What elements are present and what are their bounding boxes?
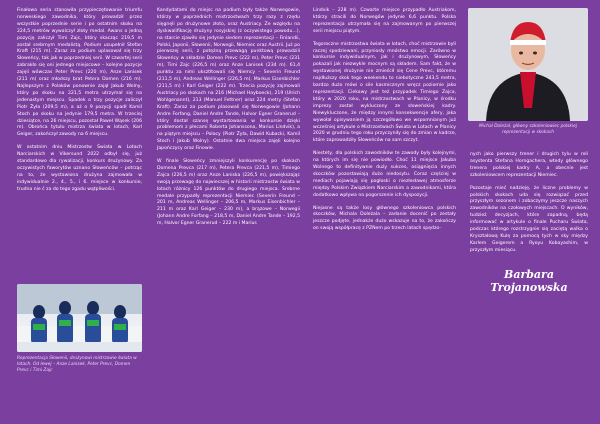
paragraph: Lindvik – 228 m). Czwarte miejsce przypadło Austriakom, którzy stracili do Norwegów jedynie 6,6 punktu. Polska reprezentacja utrzymała się na zajmowanym po pierwszej serii miejscu piątym.: [313, 8, 456, 34]
author-signature: Barbara Trojanowska: [490, 268, 568, 294]
coach-photo-caption: Michal Doleżal, główny szkoleniowiec polskiej reprezentacji w skokach: [479, 124, 577, 135]
team-photo: [17, 284, 142, 352]
article-column-1: [17, 8, 142, 200]
paragraph: Kandydatami do miejsc na podium były także Norwegowie, którzy w poprzednich mistrzostwach trzy razy z rzędu sięgnęli po drużynowe złoto, oraz Austriacy. Ze względu na dyskwalifikację drużyny rosyjskiej (z oczywistego powodu...), na starcie zjawiło się jedynie siedem reprezentacji – Finlandii, Polski, Japonii, Słowenii, Norwegii, Niemiec oraz Austrii. Już po pierwszej serii, z potężną przewagą punktową prowadzili Słoweńcy w składzie Domen Prevc (222 m), Peter Prevc (231 m), Timi Zajc (226,5 m) oraz Anze Lanisek (234 m). 61,4 punktu za nimi uksztłtowali się Niemcy – Severin Freund (211,5 m), Andreas Wellinger (226,5 m), Markus Eisenbichler (211,5 m) i Karl Geiger (222 m). Trzecia pozycję zajmowali Austriacy po skokach na 216 (Michael Hayboeck), 219 (Ulrich Wohlgenannt), 213 (Manuel Fettner) oraz 224 metry (Stefan Kraft). Zaraz za podium plasowali się Norwegowie (Johann Andre Forfang, Daniel Andre Tande, Halvor Egner Granerud – który dostał szansę wystartowania w konkursie dzięki problemom z płecami Roberta Johanssona, Marius Lindvik), a na piątym miejscu – Polacy (Piotr Żyła, Dawid Kubacki, Kamil Stoch i Jakub Wolny). Ostatnie dwa miejsca zajęli kolejno Japończycy oraz Finowie.: [157, 8, 300, 152]
paragraph: Pozostaje mieć nadzieję, że liczne problemy w polskich skokach uda się rozwiązać przed przyszłym sezonem i zobaczymy jeszcze naszych zawodników na czołowych miejscach. O wyników, tudzież decyzjach, które zapadną, będą informować w artykule o finale Pucharu Świata, podczas którego rozstrzygnie się zaciętą walka o Kryształową Kulę za pomocą tych w sky między Karlem Geigerem a Ryoyu Kobayashim, w przyszłym miesiącu.: [470, 185, 588, 253]
team-photo-caption: Reprezentacja Słowenii, drużynowi mistrzowie świata w lotach. Od lewej – Anze Lanisek, Peter Prevc, Domen Prevc i Timi Zajc: [17, 356, 137, 373]
paragraph: Niejasne są także losy głównego szkoleniowca polskich skoczków, Michala Doleżala – zadanie docenić po zestały jeszcze podjęte, jednakże dużo wskazuje na to, że zakończy on swoją współpracę z PZNem po trzech latach spędzo-: [313, 205, 456, 232]
paragraph: Niestety, dla polskich zawodników te zawody były kolejnymi, na których im się nie powiodło. Choć 11 miejsce Jakuba Wolnego to definitywnie duży sukces, osiągnięcia innych skoczków pozostawiają dużo niedosytu. Coraz częściej w mediach pojawiają się pogłoski o niezłesławej atmosferze między Polskim Związkiem Narciarskim a zawodnikami, która dodatkowo wpływa na pogorszenie ich dyspozycji.: [313, 151, 456, 198]
coach-photo: [468, 8, 588, 121]
paragraph: Finałowa seria stanowiła przypieczętowanie triumfu norweskiego zawodnika, który prowadził przez wszystkie poprzednie serie i po ostatnim skoku na 224,5 metrów wywalczył złoty medal. Awans o jedną pozycję zaliczył Timi Zajc, który skacząc 219,5 m został srebrnym medalistą. Podium uzupełnił Stefan Kraft (215 m). Zaraz za podium uplasował się trzy Słoweńcy, tak jak w poprzedniej serii. W czwartej serii zabrakło się oni jednego miejscowe – kolejne pozycje zajęli wówczas Peter Prevc (220 m), Anze Lanisek (211 m) oraz młodszy brat Petera Domen (216 m). Najlepszym z Polaków ponownie zajął Jakub Wolny, który po skoku na 221,5 metra utrzymał się na jedenastym miejscu. Spadek o trzy pozycje zaliczył Piotr Żyła (209,5 m), a aż o 9 pozycji spadł Kamil Stoch po skoku na jedynie 179,5 metra. W trzeciej dziesiątce, na 26 miejscu, pozostał Paweł Wąsek (206 m). Obrońca tytułu mistrza świata w lotach, Karl Geiger, zakończył zawody na 6 miejscu.: [17, 8, 142, 138]
article-column-3: [313, 8, 456, 239]
paragraph: nych jako pierwszy trener i drugich tylu w roli asystenta Stefana Horngachera, wtedy głównego trenera polskiej kadry A, a obecnie jest szkoleniowcem reprezentacji Niemiec.: [470, 152, 588, 178]
paragraph: W finale Słoweńcy zmniejszyli konkurencję po skokach Domena Prevca (217 m), Petera Prevca (221,5 m), Timiego Zajca (226,5 m) oraz Anze Laniska (226,5 m), powiększając swoją przewagę do najwiecszej w historii mistrzostw świata w lotach różnicy 126 punktów do drugiego miejsca. Srebrne medale przypadły reprezentacji Niemiec (Severin Freund – 201 m, Andreas Wellinger – 206,5 m, Markus Eisenbichler – 211 m oraz Karl Geiger – 230 m), a brązowe – Norwegii (Johann Andre Forfang – 218,5 m, Daniel Andre Tande – 192,5 m, Halvor Egner Granerud – 222 m i Marius: [157, 159, 300, 227]
paragraph: W ostatnim dniu Mistrzostw Świata w Lotach Narciarskich w Vikersund 2022 odbył się, już standardowo dla rywalizacji, konkurs drużynowy. Za oczywistych faworytów uznano Słoweńców – potrząc na to, że wystawiona drużyna zajmowała w indywidualnie 2., 4., 5., i 6. miejsce w konkursie, trudna nie ć za do tego zgadu wątpliwości.: [17, 145, 142, 192]
paragraph: Tegoroczne mistrzostwa świata w lotach, choć mistrzowie byli raczej spodziewani, przyniosły mnóstwo emocji. Zarówno w konkursie indywidualnym, jak i drużynowym, Słoweńcy pokazali jak niezwykle mocnym są składem. Sam fakt, że w wystawionej drużynie nie zmieścił się Cene Prevc, któremu najdłuższy skok tego weekendu to niebotyczne 243,5 metra, bardzo dużo mówi o sile kasmicznym wręcz poziomie jako reprezentacji. Ciekawy jest też przypadek Timiego Zajca, który w 2020 roku, na mistrzostwach w Planicy, w środku imprezy został wykluczony ze słoweńskiej kadry. Niewykluczone, że między innymi konsekwencje afery, jaka wywołał opisywaniem ją szczegółowo we wspomnianym już wcześniej artykule o Mistrzostwach Świata w Lotach w Planicy 2020 w grudniu tego roku przyczyniły się do zmian w kadrze, które zaprowadziły Słoweńców na sam szczyt.: [313, 41, 456, 144]
article-column-2: [157, 8, 300, 234]
article-column-4: [470, 152, 588, 261]
